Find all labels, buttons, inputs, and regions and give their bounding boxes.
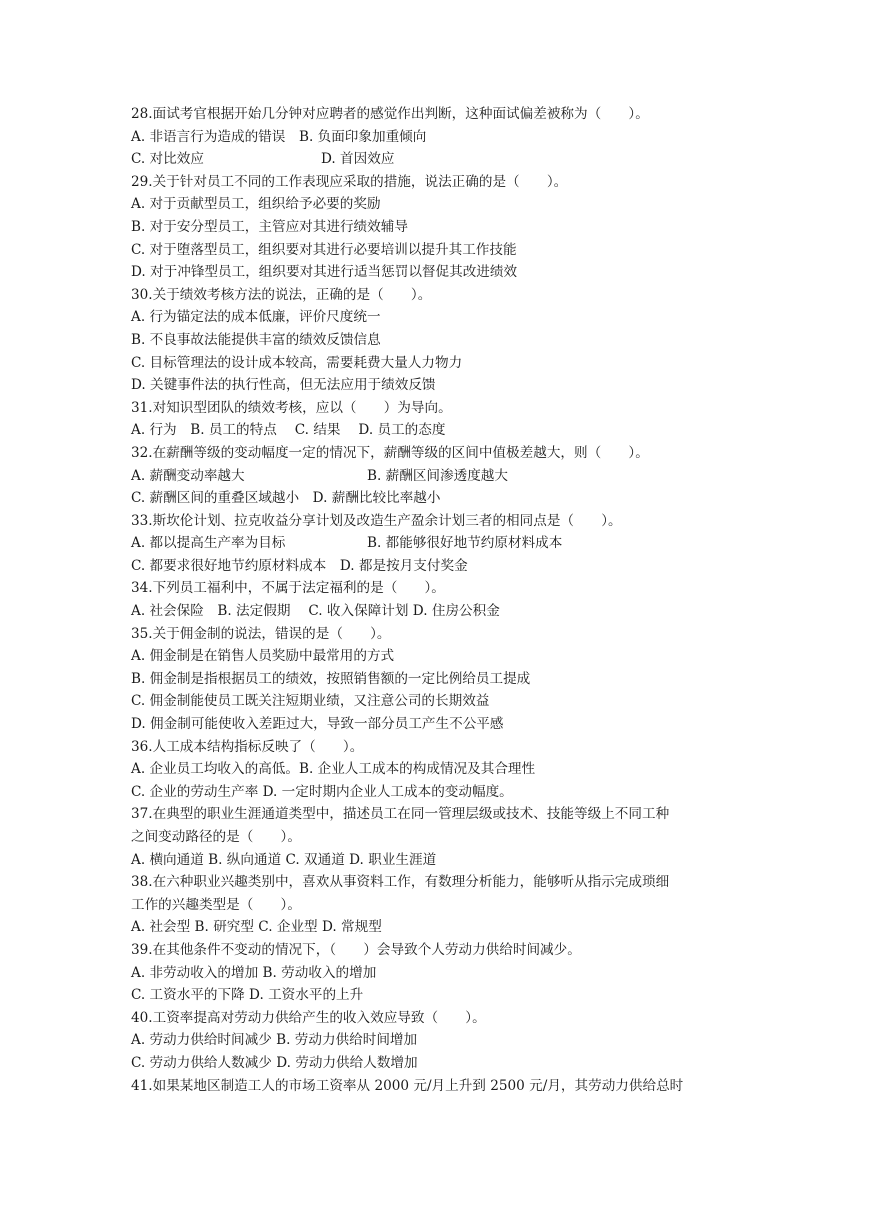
question-28-options-cd (131, 148, 751, 171)
question-40-options-cd: C. 劳动力供给人数减少 D. 劳动力供给人数增加 (131, 1054, 418, 1071)
question-28-option-c: C. 对比效应 (131, 151, 204, 168)
question-41-stem: 41.如果某地区制造工人的市场工资率从 2000 元/月上升到 2500 元/月，其劳动力供给总时 (131, 1077, 684, 1094)
question-32-option-a: A. 薪酬变动率越大 (131, 467, 245, 484)
question-30-option-d: D. 关键事件法的执行性高，但无法应用于绩效反馈 (131, 377, 436, 394)
question-29-option-c: C. 对于堕落型员工，组织要对其进行必要培训以提升其工作技能 (131, 241, 517, 258)
question-37-options: A. 横向通道 B. 纵向通道 C. 双通道 D. 职业生涯道 (131, 851, 437, 868)
question-39-options-ab: A. 非劳动收入的增加 B. 劳动收入的增加 (131, 964, 377, 981)
question-35-option-a: A. 佣金制是在销售人员奖励中最常用的方式 (131, 648, 395, 665)
question-38-options: A. 社会型 B. 研究型 C. 企业型 D. 常规型 (131, 919, 382, 936)
question-37-stem-line2: 之间变动路径的是（ ）。 (131, 829, 301, 845)
question-30-option-c: C. 目标管理法的设计成本较高，需要耗费大量人力物力 (131, 354, 463, 371)
question-37-stem-line1: 37.在典型的职业生涯通道类型中，描述员工在同一管理层级或技术、技能等级上不同工种 (131, 806, 670, 823)
question-36-options-ab: A. 企业员工均收入的高低。B. 企业人工成本的构成情况及其合理性 (131, 761, 536, 778)
question-39-stem: 39.在其他条件不变动的情况下，（ ）会导致个人劳动力供给时间减少。 (131, 941, 581, 958)
question-35-option-b: B. 佣金制是指根据员工的绩效，按照销售额的一定比例给员工提成 (131, 670, 531, 687)
question-39-options-cd: C. 工资水平的下降 D. 工资水平的上升 (131, 987, 364, 1004)
question-29-option-a: A. 对于贡献型员工，组织给予必要的奖励 (131, 196, 381, 213)
question-28-options-ab: A. 非语言行为造成的错误 B. 负面印象加重倾向 (131, 128, 427, 145)
question-36-stem: 36.人工成本结构指标反映了（ ）。 (131, 738, 364, 755)
question-28-stem: 28.面试考官根据开始几分钟对应聘者的感觉作出判断，这种面试偏差被称为（ ）。 (131, 106, 649, 122)
question-30-stem: 30.关于绩效考核方法的说法，正确的是（ ）。 (131, 286, 432, 303)
question-33-stem: 33.斯坎伦计划、拉克收益分享计划及改造生产盈余计划三者的相同点是（ ）。 (131, 512, 622, 529)
question-35-option-c: C. 佣金制能使员工既关注短期业绩，又注意公司的长期效益 (131, 693, 490, 710)
question-33-options-cd: C. 都要求很好地节约原材料成本 D. 都是按月支付奖金 (131, 557, 468, 574)
question-33-option-a: A. 都以提高生产率为目标 (131, 535, 286, 552)
question-32-stem: 32.在薪酬等级的变动幅度一定的情况下，薪酬等级的区间中值极差越大，则（ ）。 (131, 444, 649, 461)
question-34-stem: 34.下列员工福利中，不属于法定福利的是（ ）。 (131, 580, 445, 597)
question-40-stem: 40.工资率提高对劳动力供给产生的收入效应导致（ ）。 (131, 1009, 486, 1026)
question-38-stem-line1: 38.在六种职业兴趣类别中，喜欢从事资料工作，有数理分析能力，能够听从指示完成琐细 (131, 874, 670, 891)
question-33-option-b: B. 都能够很好地节约原材料成本 (367, 535, 563, 552)
question-31-stem: 31.对知识型团队的绩效考核，应以（ ）为导向。 (131, 399, 452, 416)
question-40-options-ab: A. 劳动力供给时间减少 B. 劳动力供给时间增加 (131, 1032, 418, 1049)
question-32-options-ab (131, 465, 751, 488)
question-34-options: A. 社会保险 B. 法定假期 C. 收入保障计划 D. 住房公积金 (131, 603, 500, 620)
question-29-option-b: B. 对于安分型员工，主管应对其进行绩效辅导 (131, 218, 408, 235)
question-31-options: A. 行为 B. 员工的特点 C. 结果 D. 员工的态度 (131, 422, 446, 439)
question-29-option-d: D. 对于冲锋型员工，组织要对其进行适当惩罚以督促其改进绩效 (131, 264, 518, 281)
question-35-option-d: D. 佣金制可能使收入差距过大，导致一部分员工产生不公平感 (131, 716, 504, 733)
question-35-stem: 35.关于佣金制的说法，错误的是（ ）。 (131, 625, 391, 642)
question-29-stem: 29.关于针对员工不同的工作表现应采取的措施，说法正确的是（ ）。 (131, 173, 568, 190)
question-32-option-b: B. 薪酬区间渗透度越大 (367, 467, 508, 484)
question-33-options-ab (131, 532, 751, 555)
question-28-option-d: D. 首因效应 (321, 151, 395, 168)
question-list (131, 103, 751, 1097)
question-30-option-a: A. 行为锚定法的成本低廉，评价尺度统一 (131, 309, 381, 326)
question-32-options-cd: C. 薪酬区间的重叠区域越小 D. 薪酬比较比率越小 (131, 490, 441, 507)
question-36-options-cd: C. 企业的劳动生产率 D. 一定时期内企业人工成本的变动幅度。 (131, 783, 513, 800)
question-30-option-b: B. 不良事故法能提供丰富的绩效反馈信息 (131, 331, 381, 348)
question-38-stem-line2: 工作的兴趣类型是（ ）。 (131, 896, 301, 913)
